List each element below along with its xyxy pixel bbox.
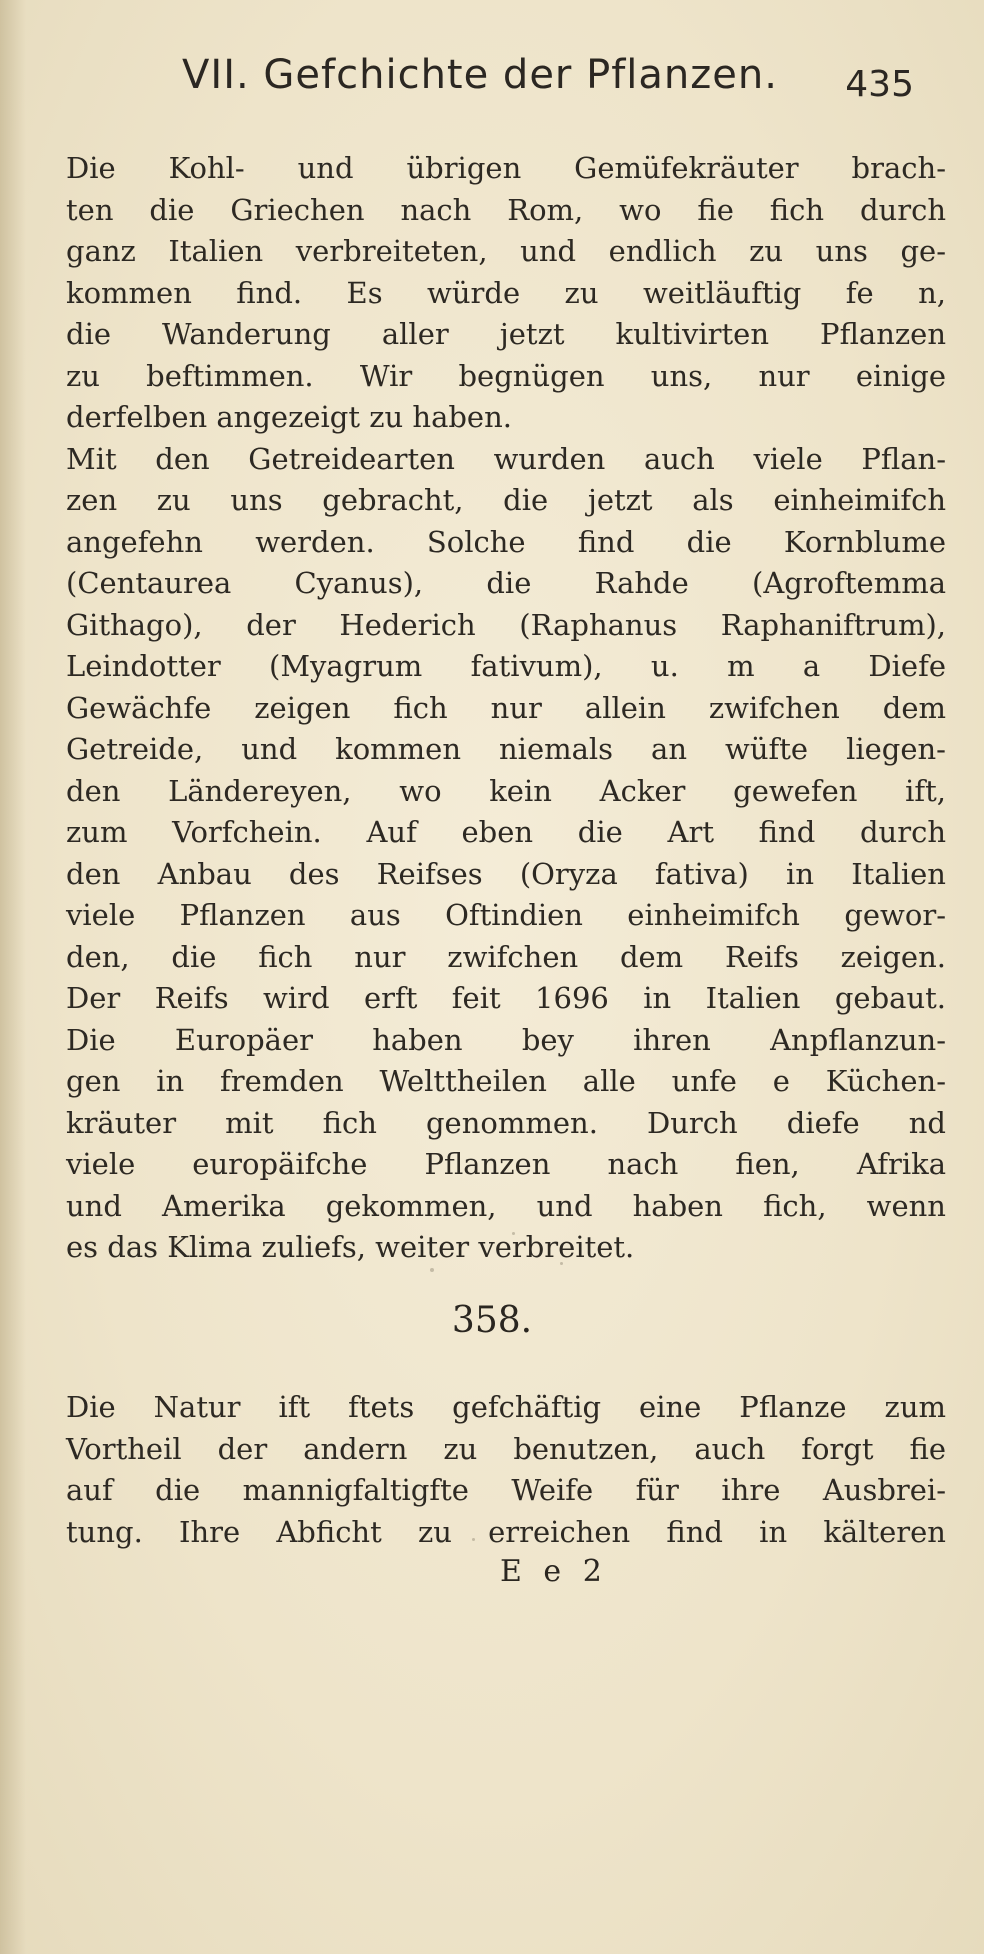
section-number: 358. — [451, 1300, 533, 1341]
text-line: ganz Italien verbreiteten, und endlich zu uns ge- — [66, 234, 946, 268]
paragraph-block-1 — [66, 148, 946, 1269]
text-line: Vortheil der andern zu benutzen, auch forgt fie — [66, 1431, 946, 1466]
text-line: angefehn werden. Solche find die Kornblume — [66, 524, 946, 559]
text-line: viele Pflanzen aus Oftindien einheimifch gewor- — [66, 898, 946, 932]
text-line: (Centaurea Cyanus), die Rahde (Agroftemma — [66, 566, 946, 600]
text-line: viele europäifche Pflanzen nach fien, Afrika — [66, 1147, 946, 1181]
text-line: Getreide, und kommen niemals an wüfte liegen- — [66, 732, 946, 766]
text-line: den Anbau des Reifses (Oryza fativa) in Italien — [66, 856, 946, 891]
text-line: Githago), der Hederich (Raphanus Raphaniftrum), — [66, 607, 946, 642]
text-line: auf die mannigfaltigfte Weife für ihre Ausbrei- — [66, 1473, 946, 1507]
text-line: ten die Griechen nach Rom, wo fie fich durch — [66, 192, 946, 227]
text-line: tung. Ihre Abficht zu erreichen find in kälteren — [66, 1514, 946, 1549]
paper-speck — [512, 1232, 515, 1235]
text-line: kommen find. Es würde zu weitläuftig fe n, — [66, 275, 946, 310]
text-line: Die Natur ift ftets gefchäftig eine Pflanze zum — [66, 1390, 946, 1424]
text-line: Die Europäer haben bey ihren Anpflanzun- — [66, 1022, 946, 1057]
text-line: den, die fich nur zwifchen dem Reifs zeigen. — [66, 939, 946, 974]
text-line: den Ländereyen, wo kein Acker gewefen ift, — [66, 773, 946, 808]
text-line: zen zu uns gebracht, die jetzt als einheimifch — [66, 483, 946, 517]
paper-speck — [560, 1262, 563, 1265]
text-line: zu beftimmen. Wir begnügen uns, nur einige — [66, 358, 946, 393]
spine-shadow — [0, 0, 26, 1954]
text-line: derfelben angezeigt zu haben. — [66, 400, 512, 434]
paragraph-block-2 — [66, 1387, 946, 1553]
running-header — [120, 52, 940, 122]
text-line: gen in fremden Welttheilen alle unfe e Küchen- — [66, 1064, 946, 1098]
text-line: Die Kohl- und übrigen Gemüfekräuter brach- — [66, 151, 946, 185]
signature-mark: E e 2 — [500, 1554, 608, 1589]
text-line: es das Klima zuliefs, weiter verbreitet. — [66, 1230, 635, 1264]
text-line: und Amerika gekommen, und haben fich, wenn — [66, 1188, 946, 1223]
text-line: Der Reifs wird erft feit 1696 in Italien gebaut. — [66, 981, 946, 1015]
paper-speck — [430, 1268, 434, 1272]
text-line: Mit den Getreidearten wurden auch viele Pflan- — [66, 441, 946, 476]
paper-speck — [472, 1538, 475, 1541]
text-line: Gewächfe zeigen fich nur allein zwifchen dem — [66, 690, 946, 725]
text-line: kräuter mit fich genommen. Durch diefe nd — [66, 1105, 946, 1140]
chapter-title: VII. Gefchichte der Pflanzen. — [182, 52, 778, 98]
text-line: Leindotter (Myagrum fativum), u. m a Diefe — [66, 649, 946, 683]
text-line: zum Vorfchein. Auf eben die Art find durch — [66, 815, 946, 849]
text-line: die Wanderung aller jetzt kultivirten Pflanzen — [66, 317, 946, 351]
page-number: 435 — [845, 64, 914, 105]
